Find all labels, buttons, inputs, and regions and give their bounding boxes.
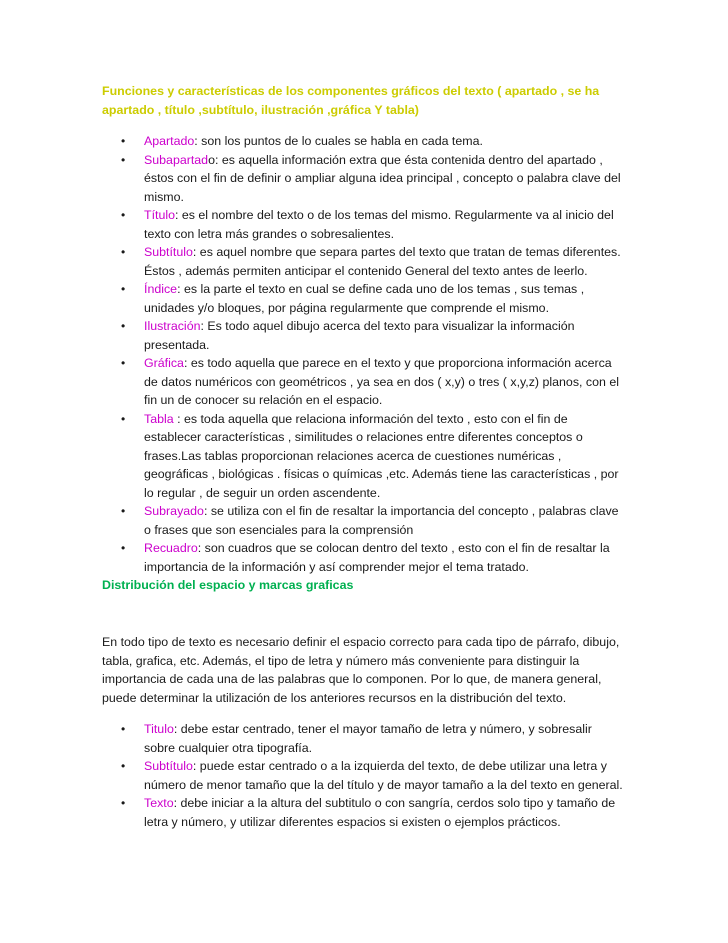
term-label: Gráfica [144,356,184,370]
bullet-icon: • [121,541,126,555]
term-description: : es toda aquella que relaciona información del texto , esto con el fin de establecer características , similitudes o relaciones entre diferentes conceptos o frases.Las tablas proporcionan relaciones acerca de cuestiones numéricas , geográficas , biológicas . físicas o químicas ,etc. Además tiene las características , por lo regular , de seguir un orden ascendente. [144,411,619,500]
list-item [0,720,624,757]
bullet-icon: • [121,282,126,296]
term-label: Apartado [144,134,195,148]
list-item [0,206,624,243]
term-description: : es aquel nombre que separa partes del texto que tratan de temas diferentes. Éstos , además permiten anticipar el contenido General del texto antes de leerlo. [144,245,621,278]
term-description: : es la parte el texto en cual se define cada uno de los temas , sus temas , unidades y/o bloques, por página regularmente que comprende el mismo. [144,282,585,315]
bullet-icon: • [121,245,126,259]
term-label: Ilustración [144,319,201,333]
list-item [0,794,624,831]
bullet-icon: • [121,208,126,222]
list-item [0,132,624,151]
bullet-icon: • [121,722,126,736]
bullet-icon: • [121,356,126,370]
section-heading-components: Funciones y características de los componentes gráficos del texto ( apartado , se ha apartado , título ,subtítulo, ilustración ,gráfica Y tabla) [102,84,600,117]
components-list [0,132,728,576]
list-item [0,410,624,503]
bullet-icon: • [121,759,126,773]
term-description: : es el nombre del texto o de los temas del mismo. Regularmente va al inicio del texto con letra más grandes o sobresalientes. [144,208,614,241]
list-item [0,151,624,207]
list-item [0,539,624,576]
list-item [0,502,624,539]
bullet-icon: • [121,134,126,148]
list-item [0,757,624,794]
term-label: Subapartad [144,152,209,167]
term-label: Tabla [144,411,174,426]
term-description: o: es aquella información extra que ésta contenida dentro del apartado , éstos con el fin de definir o ampliar alguna idea principal , concepto o palabra clave del mismo. [144,152,621,204]
term-label: Texto [144,796,174,810]
term-description: : es todo aquella que parece en el texto y que proporciona información acerca de datos numéricos con geométricos , ya sea en dos ( x,y) o tres ( x,y,z) planos, con el fin un de conocer su relación en el espacio. [144,356,619,407]
bullet-icon: • [121,796,126,810]
bullet-icon: • [121,319,126,333]
term-description: : Es todo aquel dibujo acerca del texto para visualizar la información presentada. [144,319,575,352]
distribution-list [0,720,728,831]
list-item [0,280,624,317]
list-item [0,243,624,280]
term-description: : debe iniciar a la altura del subtitulo o con sangría, cerdos solo tipo y tamaño de letra y número, y utilizar diferentes espacios si existen o ejemplos prácticos. [144,796,616,829]
term-label: Subtítulo [144,759,193,773]
term-label: Título [144,208,175,222]
term-label: Índice [144,282,178,296]
list-item [0,354,624,410]
term-label: Subrayado [144,504,204,518]
term-description: : son cuadros que se colocan dentro del texto , esto con el fin de resaltar la importancia de la información y así comprender mejor el tema tratado. [144,541,610,574]
term-description: : puede estar centrado o a la izquierda del texto, de debe utilizar una letra y número de menor tamaño que la del título y de mayor tamaño a la del texto en general. [144,759,623,792]
term-description: : son los puntos de lo cuales se habla en cada tema. [194,134,483,148]
term-label: Titulo [144,722,174,736]
distribution-paragraph: En todo tipo de texto es necesario definir el espacio correcto para cada tipo de párrafo, dibujo, tabla, grafica, etc. Además, el tipo de letra y número más conveniente para distinguir la importancia de cada una de las palabras que lo componen. Por lo que, de manera general, puede determinar la utilización de los anteriores recursos en la distribución del texto. [102,635,620,705]
bullet-icon: • [121,152,126,167]
bullet-icon: • [121,411,126,426]
term-label: Recuadro [144,541,198,555]
section-heading-distribution: Distribución del espacio y marcas graficas [102,578,354,592]
term-description: : se utiliza con el fin de resaltar la importancia del concepto , palabras clave o frases que son esenciales para la comprensión [144,504,619,537]
list-item [0,317,624,354]
term-label: Subtítulo [144,245,193,259]
bullet-icon: • [121,504,126,518]
term-description: : debe estar centrado, tener el mayor tamaño de letra y número, y sobresalir sobre cualquier otra tipografía. [144,722,592,755]
